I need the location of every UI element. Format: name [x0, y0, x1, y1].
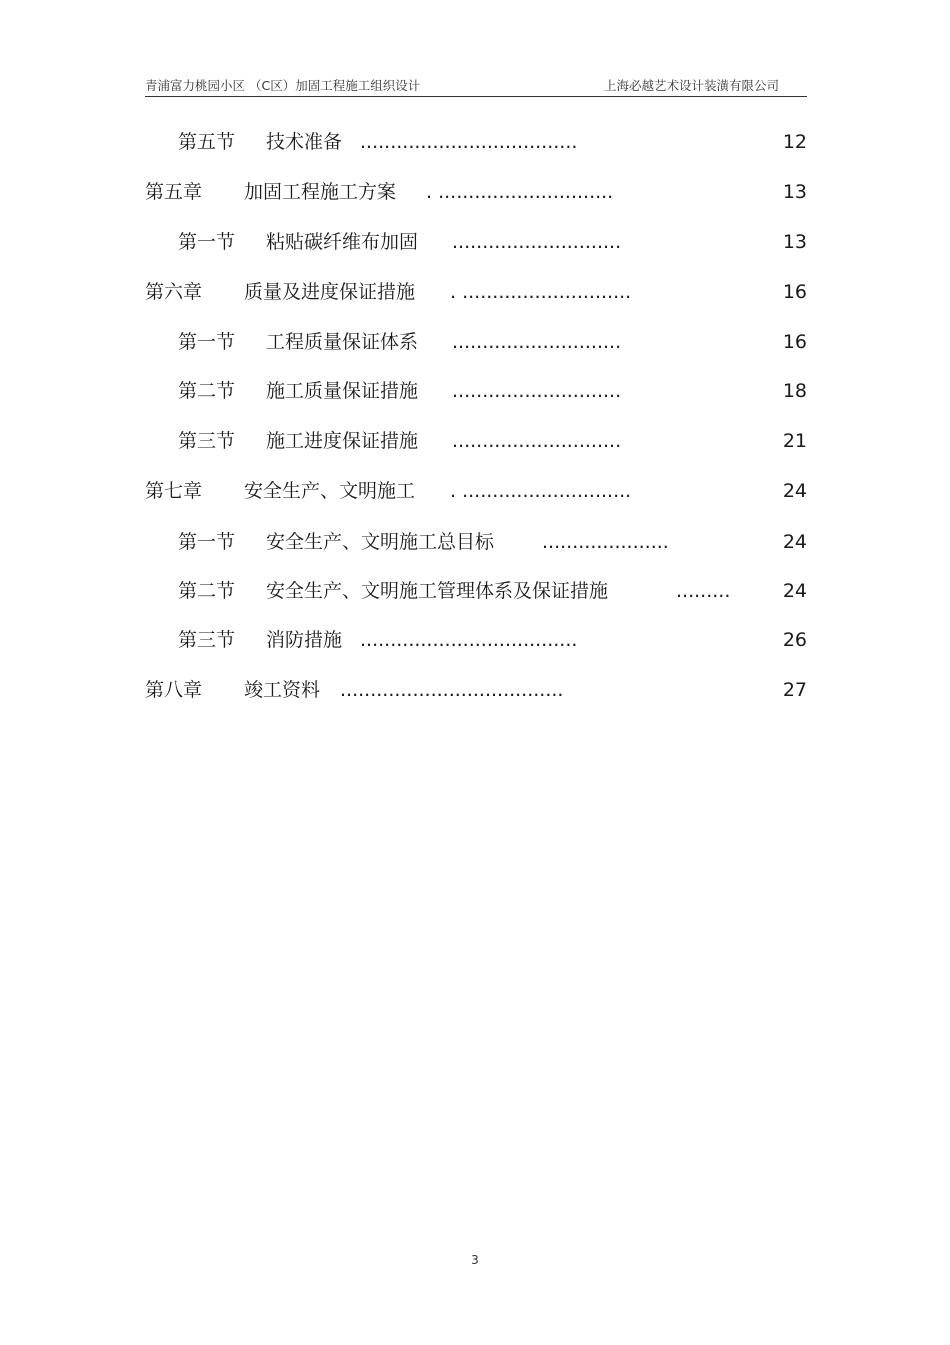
- toc-entry[interactable]: [0, 426, 950, 456]
- toc-entry-page: 12: [782, 131, 807, 153]
- toc-entry-title: 安全生产、文明施工总目标: [266, 531, 495, 553]
- toc-entry-page: 21: [782, 430, 807, 452]
- toc-entry-title: 施工进度保证措施: [266, 430, 419, 452]
- toc-entry-page: 13: [782, 181, 807, 203]
- toc-entry-page: 24: [782, 580, 807, 602]
- toc-entry-dots: ............................: [452, 231, 622, 253]
- toc-entry-dots: ............................: [452, 331, 622, 353]
- toc-entry-dots: ............................: [452, 380, 622, 402]
- header-company-name: 上海必越艺术设计装潢有限公司: [603, 78, 779, 93]
- toc-entry-label: 第五章: [145, 181, 203, 203]
- toc-entry-page: 18: [782, 380, 807, 402]
- toc-entry-title: 安全生产、文明施工管理体系及保证措施: [266, 580, 609, 602]
- toc-entry-dots: .........: [676, 580, 731, 602]
- toc-entry[interactable]: [0, 625, 950, 655]
- toc-entry-label: 第二节: [178, 580, 236, 602]
- toc-entry-page: 16: [782, 281, 807, 303]
- toc-entry[interactable]: [0, 476, 950, 506]
- toc-entry-label: 第三节: [178, 430, 236, 452]
- toc-entry-label: 第一节: [178, 331, 236, 353]
- toc-entry-title: 工程质量保证体系: [266, 331, 419, 353]
- toc-entry-page: 26: [782, 629, 807, 651]
- page-header: [145, 74, 807, 97]
- toc-entry[interactable]: [0, 527, 950, 557]
- toc-entry-title: 安全生产、文明施工: [244, 480, 416, 502]
- toc-entry-title: 质量及进度保证措施: [244, 281, 416, 303]
- toc-entry-page: 27: [782, 679, 807, 701]
- toc-entry-dots: .....................: [542, 531, 669, 553]
- header-document-title: 青浦富力桃园小区 （C区）加固工程施工组织设计: [145, 78, 421, 93]
- toc-entry-label: 第七章: [145, 480, 203, 502]
- toc-entry[interactable]: [0, 227, 950, 257]
- toc-entry-page: 24: [782, 531, 807, 553]
- page-number: 3: [471, 1253, 479, 1267]
- toc-entry-label: 第二节: [178, 380, 236, 402]
- toc-entry-label: 第一节: [178, 531, 236, 553]
- toc-entry-dots: . ............................: [450, 480, 632, 502]
- toc-entry-page: 16: [782, 331, 807, 353]
- toc-entry-dots: ....................................: [360, 131, 578, 153]
- toc-entry-dots: ............................: [452, 430, 622, 452]
- toc-entry-page: 24: [782, 480, 807, 502]
- toc-entry-title: 施工质量保证措施: [266, 380, 419, 402]
- toc-entry-dots: ....................................: [360, 629, 578, 651]
- toc-entry[interactable]: [0, 277, 950, 307]
- toc-entry-title: 技术准备: [266, 131, 343, 153]
- toc-entry-label: 第六章: [145, 281, 203, 303]
- toc-entry-label: 第八章: [145, 679, 203, 701]
- toc-entry[interactable]: [0, 327, 950, 357]
- toc-entry-dots: .....................................: [340, 679, 564, 701]
- toc-entry-page: 13: [782, 231, 807, 253]
- toc-entry-title: 粘贴碳纤维布加固: [266, 231, 419, 253]
- toc-entry-dots: . .............................: [426, 181, 614, 203]
- toc-entry-dots: . ............................: [450, 281, 632, 303]
- toc-entry-label: 第五节: [178, 131, 236, 153]
- toc-entry-label: 第三节: [178, 629, 236, 651]
- toc-entry[interactable]: [0, 675, 950, 705]
- toc-entry-title: 加固工程施工方案: [244, 181, 397, 203]
- toc-entry[interactable]: [0, 576, 950, 606]
- toc-entry-title: 消防措施: [266, 629, 343, 651]
- toc-entry[interactable]: [0, 127, 950, 157]
- toc-entry[interactable]: [0, 376, 950, 406]
- toc-entry-label: 第一节: [178, 231, 236, 253]
- toc-entry[interactable]: [0, 177, 950, 207]
- toc-entry-title: 竣工资料: [244, 679, 321, 701]
